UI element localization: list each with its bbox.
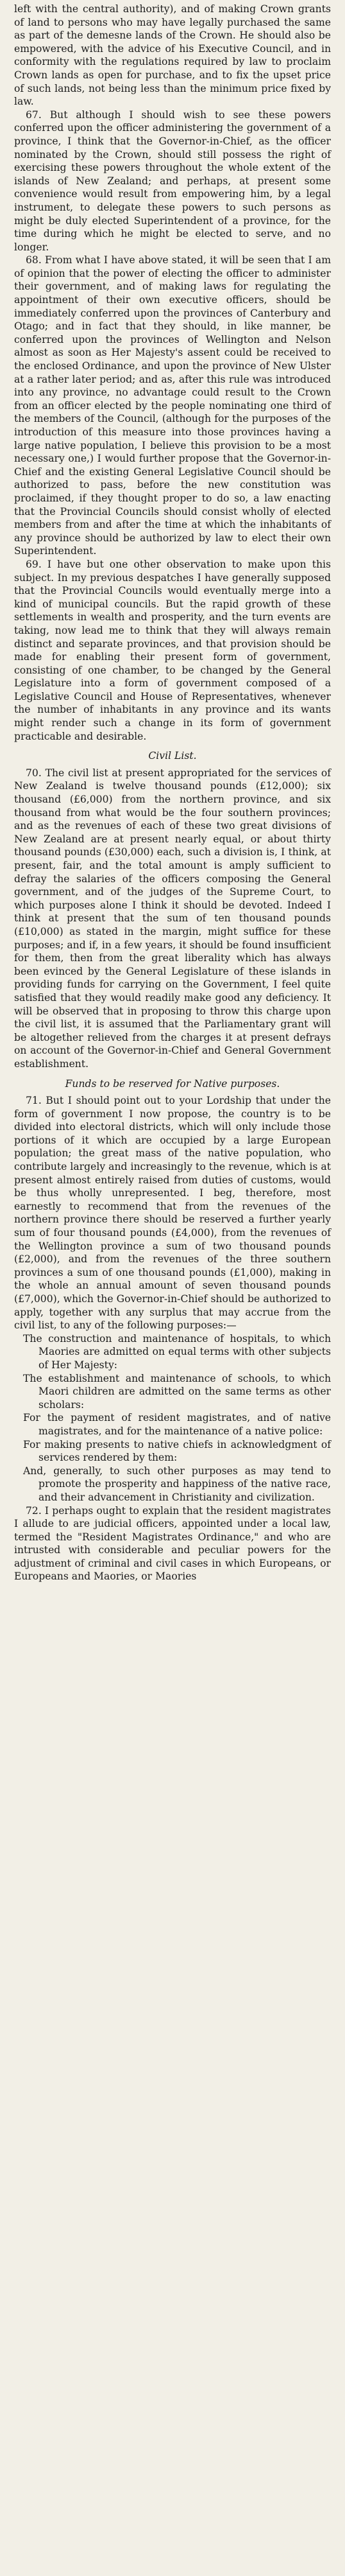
paragraph-66-continuation: left with the central authority), and of making Crown grants of land to persons who may have legally purchased the same as part of the demesne lands of the Crown. He should also be empowered, with the advice of his Executive Council, and in conformity with the regulations required by law to proclaim Crown lands as open for purchase, and to fix the upset price of such lands, not being less than the minimum price fixed by law. [14,3,331,108]
purpose-item: For the payment of resident magistrates, and of native magistrates, and for the maintenance of a native police: [23,1412,331,1437]
paragraph-71: 71. But I should point out to your Lordship that under the form of government I now propose, the country is to be divided into electoral districts, which will only include those portions of it which are occupied by a large European population; the great mass of the native population, who contribute largely and increasingly to the revenue, which is at present almost entirely raised from duties of customs, would be thus wholly unrepresented. I beg, therefore, most earnestly to recommend that from the revenues of the northern province there should be reserved a further yearly sum of four thousand pounds (£4,000), from the revenues of the Wellington province a sum of two thousand pounds (£2,000), and from the revenues of the three southern provinces a sum of one thousand pounds (£1,000), making in the whole an annual amount of seven thousand pounds (£7,000), which the Governor-in-Chief should be authorized to apply, together with any surplus that may accrue from the civil list, to any of the following purposes:— [14,1095,331,1332]
section-heading-native-funds: Funds to be reserved for Native purposes. [65,1077,280,1090]
purposes-list [14,1332,331,1504]
paragraph-72: 72. I perhaps ought to explain that the resident magistrates I allude to are judicial officers, appointed under a local law, termed the "Resident Magistrates Ordinance," and who are intrusted with considerable and peculiar powers for the adjustment of criminal and civil cases in which Europeans, or Europeans and Maories, or Maories [14,1504,331,1583]
paragraph-70: 70. The civil list at present appropriated for the services of New Zealand is twelve thousand pounds (£12,000); six thousand (£6,000) from the northern province, and six thousand from what would be the four southern provinces; and as the revenues of each of these two great divisions of New Zealand are at present nearly equal, or about thirty thousand pounds (£30,000) each, such a division is, I think, at present, fair, and the total amount is amply sufficient to defray the salaries of the officers composing the General government, and of the judges of the Supreme Court, to which purposes alone I think it should be devoted. Indeed I think at present that the sum of ten thousand pounds (£10,000) as stated in the margin, might suffice for these purposes; and if, in a few years, it should be found insufficient for them, then from the great liberality which has always been evinced by the General Legislature of these islands in providing funds for carrying on the Government, I feel quite satisfied that they would readily make good any deficiency. It will be observed that in proposing to throw this charge upon the civil list, it is assumed that the Parliamentary grant will be altogether relieved from the charges it at present defrays on account of the Governor-in-Chief and General Government establishment. [14,767,331,1070]
paragraph-69: 69. I have but one other observation to make upon this subject. In my previous despatches I have generally supposed that the Provincial Councils would eventually merge into a kind of municipal councils. But the rapid growth of these settlements in wealth and prosperity, and the turn events are taking, now lead me to think that they will always remain distinct and separate provinces, and that provision should be made for enabling their present form of government, consisting of one chamber, to be changed by the General Legislature into a form of government composed of a Legislative Council and House of Representatives, whenever the number of inhabitants in any province and its wants might render such a change in its form of government practicable and desirable. [14,558,331,742]
purpose-item: The construction and maintenance of hospitals, to which Maories are admitted on equal terms with other subjects of Her Majesty: [23,1332,331,1371]
paragraph-68: 68. From what I have above stated, it will be seen that I am of opinion that the power of electing the officer to administer their government, and of making laws for regulating the appointment of their own executive officers, should be immediately conferred upon the provinces of Canterbury and Otago; and in fact that they should, in like manner, be conferred upon the provinces of Wellington and Nelson almost as soon as Her Majesty's assent could be received to the enclosed Ordinance, and upon the province of New Ulster at a rather later period; and as, after this rule was introduced into any province, no advantage could result to the Crown from an officer elected by the people nominating one third of the members of the Council, (although for the purposes of the introduction of this measure into those provinces having a large native population, I believe this provision to be a most necessary one,) I would further propose that the Governor-in-Chief and the existing General Legislative Council should be authorized to pass, before the new constitution was proclaimed, if they thought proper to do so, a law enacting that the Provincial Councils should consist wholly of elected members from and after the time at which the inhabitants of any province should be authorized by law to elect their own Superintendent. [14,254,331,557]
section-heading-civil-list: Civil List. [148,750,197,762]
purpose-item: The establishment and maintenance of schools, to which Maori children are admitted on the same terms as other scholars: [23,1372,331,1411]
purpose-item: And, generally, to such other purposes as may tend to promote the prosperity and happiness of the native race, and their advancement in Christianity and civilization. [23,1465,331,1503]
purpose-item: For making presents to native chiefs in acknowledgment of services rendered by them: [23,1438,331,1464]
paragraph-67: 67. But although I should wish to see these powers conferred upon the officer administering the government of a province, I think that the Governor-in-Chief, as the officer nominated by the Crown, should still possess the right of exercising these powers throughout the whole extent of the islands of New Zealand; and perhaps, at present some convenience would result from empowering him, by a legal instrument, to delegate these powers to such persons as might be duly elected Superintendent of a province, for the time during which he might be elected to serve, and no longer. [14,109,331,253]
